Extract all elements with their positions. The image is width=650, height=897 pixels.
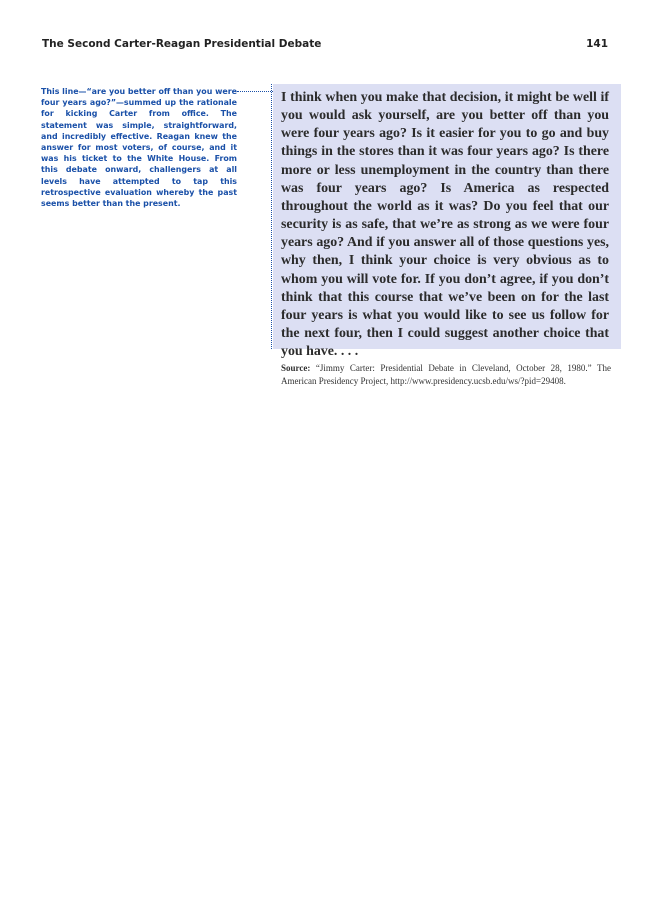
source-label: Source:: [281, 363, 311, 373]
page-number: 141: [586, 38, 608, 50]
running-header: [42, 38, 608, 56]
source-citation: [281, 362, 611, 388]
chapter-title: The Second Carter-Reagan Presidential Debate: [42, 38, 322, 50]
quote-text: I think when you make that decision, it might be well if you would ask yourself, are you better off than you were four years ago? Is it easier for you to go and buy things in the stores than it was four years ago? Is there more or less unemployment in the country than there was four years ago? Is America as respected throughout the world as it was? Do you feel that our security is as safe, that we’re as strong as we were four years ago? And if you answer all of those questions yes, why then, I think your choice is very obvious as to whom you will vote for. If you don’t agree, if you don’t think that this course that we’ve been on for the last four years is what you would like to see us follow for the next four, then I could suggest another choice that you have. . . .: [281, 90, 609, 360]
annotation-text: This line—“are you better off than you were four years ago?”—summed up the rationale for kicking Carter from office. The statement was simple, straightforward, and incredibly effective. Reagan knew the answer for most voters, of course, and it was his ticket to the White House. From this debate onward, challengers at all levels have attempted to tap this retrospective evaluation whereby the past seems better than the present.: [41, 87, 237, 209]
margin-annotation: [41, 86, 237, 209]
quote-marker-line: [271, 84, 272, 349]
annotation-leader-line: [237, 91, 273, 92]
source-text: “Jimmy Carter: Presidential Debate in Cleveland, October 28, 1980.” The American Presidency Project, http://www.presidency.ucsb.edu/ws/?pid=29408.: [281, 363, 611, 386]
